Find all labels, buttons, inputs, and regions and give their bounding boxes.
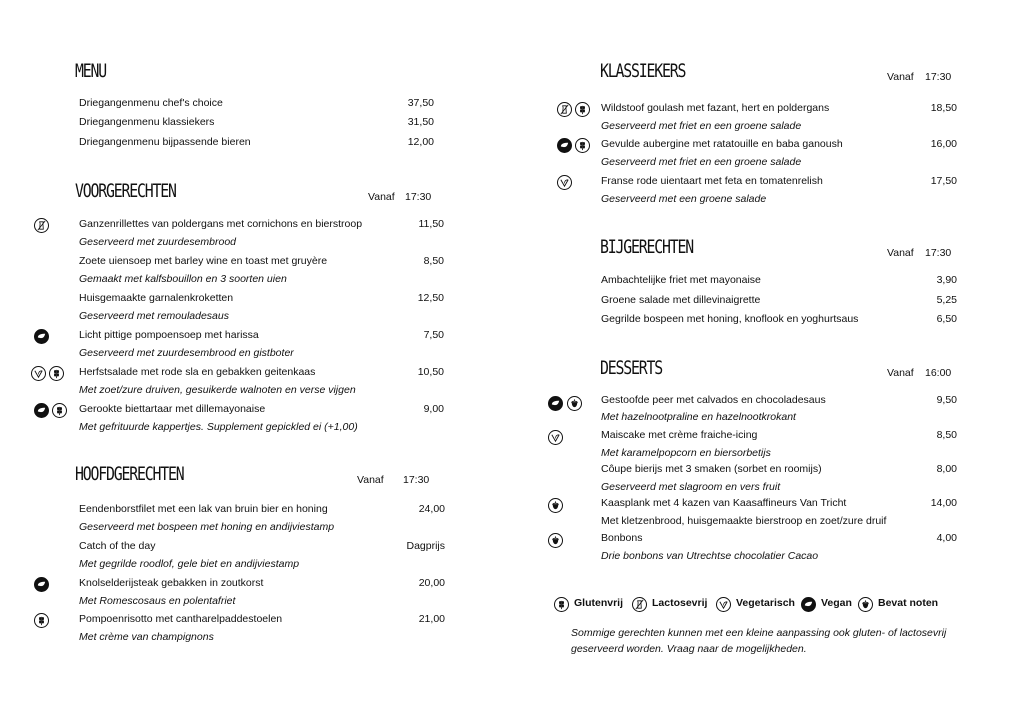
- desserts-title: DESSERTS: [600, 357, 663, 379]
- gluten-free-icon: [34, 613, 49, 628]
- dish-price: 12,50: [417, 292, 444, 304]
- dish-description: Geserveerd met friet en een groene salade: [601, 156, 802, 168]
- dish-price: 24,00: [418, 503, 445, 515]
- time-value: 17:30: [925, 247, 952, 259]
- lactose-free-icon: [557, 102, 572, 117]
- dish-name: Gerookte biettartaar met dillemayonaise: [79, 403, 266, 415]
- dish-name: Pompoenrisotto met cantharelpaddestoelen: [79, 613, 283, 625]
- dish-price: 17,50: [930, 175, 957, 187]
- dish-description: Geserveerd met een groene salade: [601, 193, 767, 205]
- vanaf-label: Vanaf: [357, 474, 384, 486]
- lactose-free-icon: [632, 597, 647, 612]
- dish-name: Franse rode uientaart met feta en tomatenrelish: [601, 175, 823, 187]
- dish-name: Licht pittige pompoensoep met harissa: [79, 329, 259, 341]
- menu-item-name: Driegangenmenu klassiekers: [79, 116, 215, 128]
- dish-price: 9,50: [936, 394, 957, 406]
- dish-price: 20,00: [418, 577, 445, 589]
- vegetarian-icon: [716, 597, 731, 612]
- klassiekers-title: KLASSIEKERS: [600, 60, 686, 82]
- dish-price: 3,90: [936, 274, 957, 286]
- dish-name: Zoete uiensoep met barley wine en toast met gruyère: [79, 255, 328, 267]
- dish-name: Bonbons: [601, 532, 643, 544]
- menu-item-price: 37,50: [407, 97, 434, 109]
- dish-description: Met gegrilde roodlof, gele biet en andijviestamp: [79, 558, 300, 570]
- time-value: 17:30: [925, 71, 952, 83]
- dish-description: Met karamelpopcorn en biersorbetijs: [601, 447, 771, 459]
- bijgerechten-title: BIJGERECHTEN: [600, 236, 694, 258]
- dish-name: Kaasplank met 4 kazen van Kaasaffineurs Van Tricht: [601, 497, 847, 509]
- dish-name: Côupe bierijs met 3 smaken (sorbet en roomijs): [601, 463, 822, 475]
- gluten-free-icon: [49, 366, 64, 381]
- menu-item-name: Driegangenmenu chef's choice: [79, 97, 223, 109]
- vanaf-label: Vanaf: [887, 247, 914, 259]
- dish-price: Dagprijs: [406, 540, 445, 552]
- dish-price: 14,00: [930, 497, 957, 509]
- dish-name: Ambachtelijke friet met mayonaise: [601, 274, 761, 286]
- vanaf-label: Vanaf: [887, 367, 914, 379]
- dish-name: Wildstoof goulash met fazant, hert en poldergans: [601, 102, 830, 114]
- dish-description: Met crème van champignons: [79, 631, 214, 643]
- time-value: 17:30: [403, 474, 430, 486]
- bijgerechten-time: [887, 247, 952, 259]
- dish-description: Geserveerd met bospeen met honing en andijviestamp: [79, 521, 335, 533]
- time-value: 16:00: [925, 367, 952, 379]
- dish-description: Geserveerd met zuurdesembrood en gistboter: [79, 347, 294, 359]
- dish-price: 10,50: [417, 366, 444, 378]
- dish-name: Gevulde aubergine met ratatouille en baba ganoush: [601, 138, 843, 150]
- dish-price: 8,00: [936, 463, 957, 475]
- dish-description: Drie bonbons van Utrechtse chocolatier Cacao: [601, 550, 819, 562]
- dish-price: 16,00: [930, 138, 957, 150]
- dish-description: Met zoet/zure druiven, gesuikerde walnoten en verse vijgen: [79, 384, 356, 396]
- dish-name: Maiscake met crème fraiche-icing: [601, 429, 758, 441]
- vegetarian-icon: [548, 430, 563, 445]
- dish-name: Knolselderijsteak gebakken in zoutkorst: [79, 577, 264, 589]
- legend-label: Vegetarisch: [736, 597, 795, 609]
- nuts-icon: [548, 498, 563, 513]
- dish-name: Eendenborstfilet met een lak van bruin bier en honing: [79, 503, 328, 515]
- dish-description: Gemaakt met kalfsbouillon en 3 soorten uien: [79, 273, 287, 285]
- dish-price: 11,50: [418, 218, 444, 230]
- dish-description: Met hazelnootpraline en hazelnootkrokant: [601, 411, 796, 423]
- dish-price: 9,00: [423, 403, 444, 415]
- nuts-icon: [567, 396, 582, 411]
- hoofdgerechten-time: [357, 474, 430, 486]
- vegan-icon: [34, 577, 49, 592]
- desserts-time: [887, 367, 952, 379]
- dish-name: Groene salade met dillevinaigrette: [601, 294, 761, 306]
- dish-price: 4,00: [936, 532, 957, 544]
- gluten-free-icon: [554, 597, 569, 612]
- menu-item-price: 31,50: [407, 116, 434, 128]
- gluten-free-icon: [575, 102, 590, 117]
- dish-price: 7,50: [423, 329, 444, 341]
- dish-price: 18,50: [930, 102, 957, 114]
- hoofdgerechten-title: HOOFDGERECHTEN: [75, 463, 184, 485]
- vegan-icon: [557, 138, 572, 153]
- vanaf-label: Vanaf: [887, 71, 914, 83]
- nuts-icon: [548, 533, 563, 548]
- vegan-icon: [34, 403, 49, 418]
- klassiekers-time: [887, 71, 952, 83]
- nuts-icon: [858, 597, 873, 612]
- dish-price: 8,50: [423, 255, 444, 267]
- dish-description: Geserveerd met remouladesaus: [79, 310, 229, 322]
- vegan-icon: [548, 396, 563, 411]
- dish-description: Met gefrituurde kappertjes. Supplement gepickled ei (+1,00): [79, 421, 358, 433]
- vegan-icon: [801, 597, 816, 612]
- dish-name: Ganzenrillettes van poldergans met cornichons en bierstroop: [79, 218, 363, 230]
- gluten-free-icon: [52, 403, 67, 418]
- legend-label: Lactosevrij: [652, 597, 708, 609]
- vegetarian-icon: [31, 366, 46, 381]
- dish-description: Geserveerd met zuurdesembrood: [79, 236, 236, 248]
- allergen-note: Sommige gerechten kunnen met een kleine aanpassing ook gluten- of lactosevrij geserveerd worden. Vraag naar de mogelijkheden.: [571, 627, 947, 655]
- menu-item-price: 12,00: [407, 136, 434, 148]
- dish-description: Met Romescosaus en polentafriet: [79, 595, 236, 607]
- voorgerechten-time: [368, 191, 432, 203]
- dish-name: Huisgemaakte garnalenkroketten: [79, 292, 234, 304]
- dish-name: Catch of the day: [79, 540, 156, 552]
- legend-label: Bevat noten: [878, 597, 939, 609]
- gluten-free-icon: [575, 138, 590, 153]
- dish-description: Geserveerd met slagroom en vers fruit: [601, 481, 781, 493]
- dish-name: Gegrilde bospeen met honing, knoflook en yoghurtsaus: [601, 313, 859, 325]
- menu-item-name: Driegangenmenu bijpassende bieren: [79, 136, 251, 148]
- dish-price: 5,25: [936, 294, 957, 306]
- legend-label: Glutenvrij: [574, 597, 624, 609]
- vegetarian-icon: [557, 175, 572, 190]
- dish-price: 6,50: [936, 313, 957, 325]
- vegan-icon: [34, 329, 49, 344]
- legend-label: Vegan: [821, 597, 852, 609]
- dish-name: Herfstsalade met rode sla en gebakken geitenkaas: [79, 366, 316, 378]
- dish-name: Gestoofde peer met calvados en chocoladesaus: [601, 394, 826, 406]
- dish-description: Met kletzenbrood, huisgemaakte bierstroop en zoet/zure druif: [601, 515, 887, 527]
- dish-description: Geserveerd met friet en een groene salade: [601, 120, 802, 132]
- dish-price: 8,50: [936, 429, 957, 441]
- dish-price: 21,00: [418, 613, 445, 625]
- voorgerechten-title: VOORGERECHTEN: [75, 180, 176, 202]
- lactose-free-icon: [34, 218, 49, 233]
- menu-title: MENU: [75, 60, 107, 82]
- vanaf-label: Vanaf: [368, 191, 395, 203]
- time-value: 17:30: [405, 191, 432, 203]
